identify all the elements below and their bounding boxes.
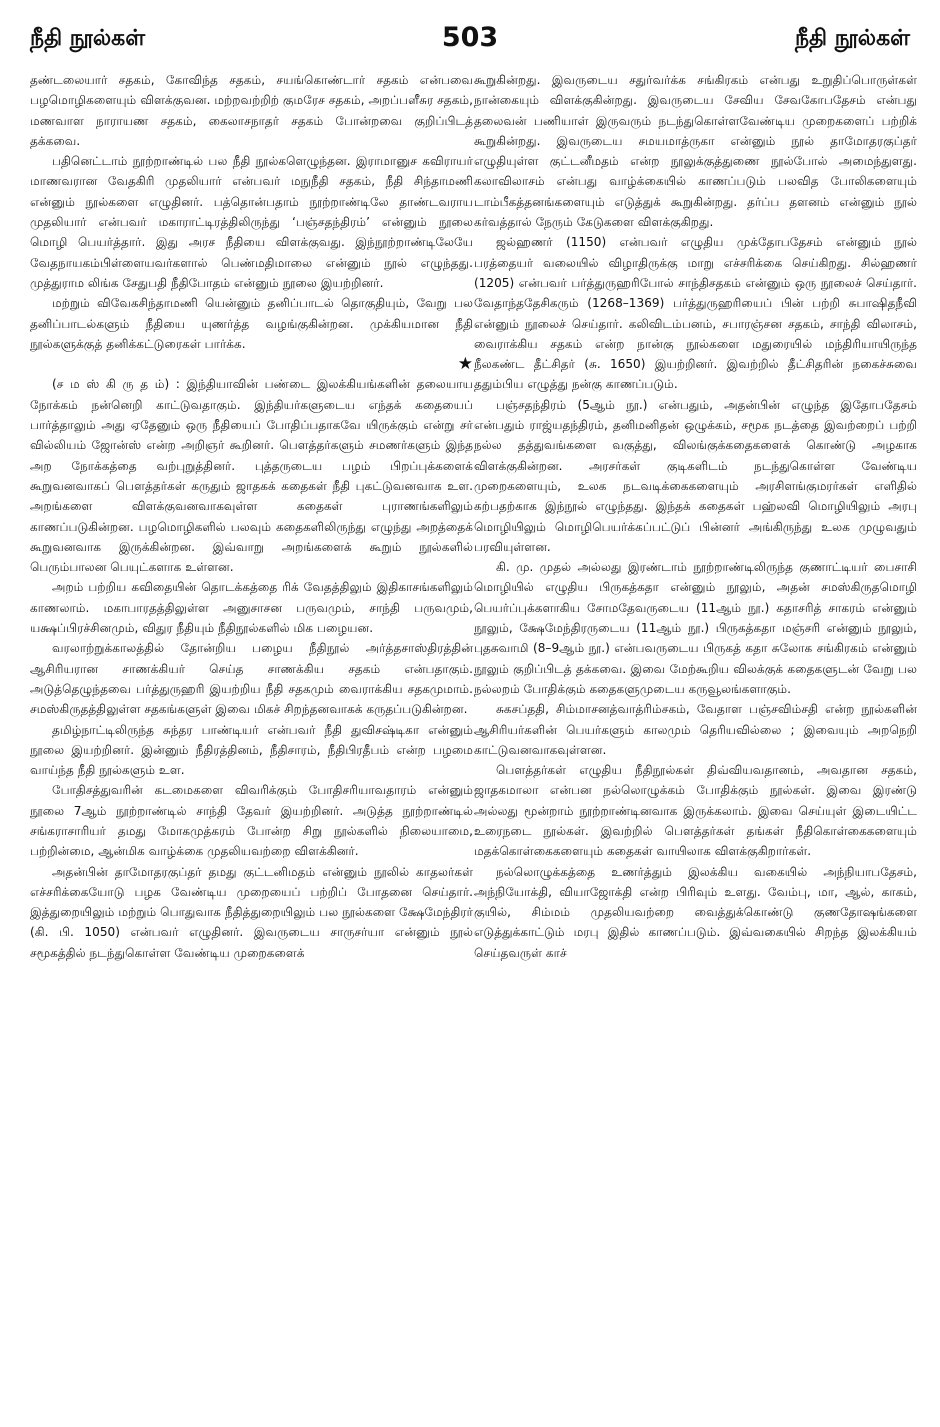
paragraph: நல்லொழுக்கத்தை உணர்த்தும் இலக்கிய வகையில் அந்நியாபதேசம், அந்நியோக்தி, வியாஜோக்தி என்ற பிரிவும் உளது. வேம்பு, மா, ஆல், காகம், குயில், சிம்மம் முதலியவற்றை வைத்துக்கொண்டு குணதோஷங்களை எடுத்துக்காட்டும் மரபு இதில் காணப்படும். இவ்வகையில் சிறந்த இலக்கியம் செய்தவருள் காச்: [474, 864, 917, 960]
right-column: [474, 70, 917, 963]
section-end-marker: [30, 354, 473, 374]
paragraph: தமிழ்நாட்டிலிருந்த சுந்தர பாண்டியர் என்பவர் நீதி துவிசஷ்டிகா என்னும் நூலை இயற்றினர். இன்னும் நீதிரத்தினம், நீதிசாரம், நீதிபிரதீபம் என்ற பழமை வாய்ந்த நீதி நூல்களும் உள.: [30, 722, 473, 778]
paragraph: கி. மு. முதல் அல்லது இரண்டாம் நூற்றாண்டிலிருந்த குணாட்டியர் பைசாசி மொழியில் எழுதிய பிருகத்கதா என்னும் நூலும், அதன் சமஸ்கிருதமொழி பெயர்ப்புக்களாகிய சோமதேவருடைய (11ஆம் நூ.) கதாசரித் சாகரம் என்னும் நூலும், க்ஷேமேந்திரருடைய (11ஆம் நூ.) பிருகத்கதா மஞ்சரி என்னும் நூலும், புதசுவாமி (8–9ஆம் நூ.) என்பவருடைய பிருகத் கதா சுலோக சங்கிரகம் என்னும் நூலும் குறிப்பிடத் தக்கவை. இவை மேற்கூறிய விலக்குக் கதைகளுடன் வேறு பல நல்லறம் போதிக்கும் கதைகளுமுடைய கருவூலங்களாகும்.: [474, 560, 917, 696]
star-icon: ★: [457, 354, 473, 375]
paragraph: கூறுகின்றது. இவருடைய சதுர்வர்க்க சங்கிரகம் என்பது உறுதிப்பொருள்கள் நான்கையும் விளக்குகின்றது. இவருடைய சேவிய சேவகோபதேசம் என்பது தலைவன் பணியாள் இருவரும் நடந்துகொள்ளவேண்டிய முறைகளைப் பற்றிக் கூறுகின்றது. இவருடைய சமயமாத்ருகா என்னும் நூல் தாமோதரகுப்தர் எழுதியுள்ள குட்டனீமதம் என்ற நூலுக்குத்துணை நூல்போல் அமைந்துளது. கலாவிலாசம் என்பது வாழ்க்கையில் காணப்படும் பலவித போலிகளையும் டாம்பீகத்தனங்களையும் எடுத்துக் கூறுகின்றது. தர்ப்ப தளனம் என்னும் நூல் கர்வத்தால் நேரும் கேடுகளை விளக்குகிறது.: [474, 73, 917, 230]
paragraph: தண்டலையார் சதகம், கோவிந்த சதகம், சயங்கொண்டார் சதகம் என்பவை பழமொழிகளையும் விளக்குவன. மற்றவற்றிற் குமரேச சதகம், அறப்பளீசுர சதகம், மணவாள நாராயண சதகம், கைலாசநாதர் சதகம் போன்றவை குறிப்பிடத் தக்கவை.: [30, 73, 473, 148]
running-head-left: நீதி நூல்கள்: [30, 26, 146, 51]
paragraph: (ச ம ஸ் கி ரு த ம்) : இந்தியாவின் பண்டை இலக்கியங்களின் தலையாய நோக்கம் நன்னெறி காட்டுவதாகும். இந்தியர்களுடைய எந்தக் கதையைப் பார்த்தாலும் அது ஏதேனும் ஒரு நீதியைப் போதிப்பதாகவே யிருக்கும் என்று சர் வில்லியம் ஜோன்ஸ் என்ற அறிஞர் கூறினர். பௌத்தர்களும் சமணர்களும் இந்த அற நோக்கத்தை வற்புறுத்தினர். புத்தருடைய பழம் பிறப்புக்களைக் கூறுவனவாகப் பௌத்தர்கள் கருதும் ஜாதகக் கதைகள் நீதி புகட்டுவனவாக உள. அறங்களை விளக்குவனவாகவுள்ள கதைகள் புராணங்களிலும் காணப்படுகின்றன. பழமொழிகளில் பலவும் கதைகளிலிருந்து எழுந்து அறத்தைக் கூறுவனவாக இருக்கின்றன. இவ்வாறு அறங்களைக் கூறும் நூல்களில் பெரும்பாலன பெயுட்களாக உள்ளன.: [30, 377, 473, 575]
paragraph: சுகசப்ததி, சிம்மாசனத்வாத்ரிம்சகம், வேதாள பஞ்சவிம்சதி என்ற நூல்களின் ஆசிரியர்களின் பெயர்களும் காலமும் தெரியவில்லை ; இவையும் அறநெறி காட்டுவனவாகவுள்ளன.: [474, 702, 917, 757]
page-header: [30, 22, 910, 58]
paragraph: மற்றும் விவேகசிந்தாமணி யென்னும் தனிப்பாடல் தொகுதியும், வேறு பல தனிப்பாடல்களும் நீதியை யுணர்த்த வழங்குகின்றன. முக்கியமான நீதி நூல்களுக்குத் தனிக்கட்டுரைகள் பார்க்க.: [30, 296, 473, 351]
page-number: 503: [441, 22, 499, 53]
paragraph: வரலாற்றுக்காலத்தில் தோன்றிய பழைய நீதிநூல் அர்த்தசாஸ்திரத்தின் ஆசிரியரான சாணக்கியர் செய்த சாணக்கிய சதகம் என்பதாகும். அடுத்தெழுந்தவை பர்த்துருஹரி இயற்றிய நீதி சதகமும் வைராக்கிய சதகமுமாம். சமஸ்கிருதத்திலுள்ள சதகங்களுள் இவை மிகச் சிறந்தனவாகக் கருதப்படுகின்றன.: [30, 641, 473, 717]
paragraph: அறம் பற்றிய கவிதையின் தொடக்கத்தை ரிக் வேதத்திலும் இதிகாசங்களிலும் காணலாம். மகாபாரதத்திலுள்ள அனுசாசன பருவமும், சாந்தி பருவமும், யக்ஷப்பிரச்சினமும், விதுர நீதியும் நீதிநூல்களில் மிக பழையன.: [30, 580, 473, 636]
paragraph: போதிசத்துவரின் கடமைகளை விவரிக்கும் போதிசரியாவதாரம் என்னும் நூலை 7ஆம் நூற்றாண்டில் சாந்தி தேவர் இயற்றினர். அடுத்த நூற்றாண்டில் சங்கராசாரியர் தமது மோகமுத்கரம் போன்ற சிறு நூல்களில் நிலையாமை, பற்றின்மை, ஆன்மிக வாழ்க்கை முதலியவற்றை விளக்கினர்.: [30, 783, 473, 859]
paragraph: பௌத்தர்கள் எழுதிய நீதிநூல்கள் திவ்வியவதானம், அவதான சதகம், ஜாதகமாலா என்பன நல்லொழுக்கம் போதிக்கும் நூல்கள். இவை இரண்டு அல்லது மூன்றாம் நூற்றாண்டினவாக இருக்கலாம். இவை செய்யுள் இடையிட்ட உரைநடை நூல்கள். இவற்றில் பௌத்தர்கள் தங்கள் நீதிகொள்கைகளையும் மதக்கொள்கைகளையும் கதைகள் வாயிலாக விளக்குகிறார்கள்.: [474, 763, 917, 859]
paragraph: பஞ்சதந்திரம் (5ஆம் நூ.) என்பதும், அதன்பின் எழுந்த இதோபதேசம் என்பதும் ராஜ்யதந்திரம், தனிமனிதன் ஒழுக்கம், சமூக நடத்தை இவற்றைப் பற்றி நல்ல தத்துவங்களை வகுத்து, விலங்குக்கதைகளைக் கொண்டு அழகாக விளக்குகின்றன. அரசர்கள் குடிகளிடம் நடந்துகொள்ள வேண்டிய முறைகளையும், உலக நடவடிக்கைகளையும் அரசிளங்குமரர்கள் எளிதில் கற்பதற்காக இந்நூல் எழுந்தது. இந்தக் கதைகள் பஹ்லவி மொழியிலும் அரபு மொழியிலும் மொழிபெயர்க்கப்பட்டுப் பின்னர் அங்கிருந்து உலக முழுவதும் பரவியுள்ளன.: [474, 397, 917, 554]
running-head-right: நீதி நூல்கள்: [794, 26, 910, 51]
paragraph: பதினெட்டாம் நூற்றாண்டில் பல நீதி நூல்களெழுந்தன. இராமானுச கவிராயர் மாணவரான வேதகிரி முதலியார் என்பவர் மநுநீதி சதகம், நீதி சிந்தாமணி என்னும் நூல்களை எழுதினர். பத்தொன்பதாம் நூற்றாண்டிலே தாண்டவராய முதலியார் என்பவர் மகாராட்டிரத்திலிருந்து ‘பஞ்சதந்திரம்’ என்னும் நூலை மொழி பெயர்த்தார். இது அரச நீதியை விளக்குவது. இந்நூற்றாண்டிலேயே வேதநாயகம்பிள்ளையவர்களால் பெண்மதிமாலை என்னும் நூல் எழுந்தது. முத்துராம லிங்க சேதுபதி நீதிபோதம் என்னும் நூலை இயற்றினர்.: [30, 154, 473, 290]
left-column: [30, 70, 473, 963]
paragraph: ஜல்ஹணர் (1150) என்பவர் எழுதிய முக்தோபதேசம் என்னும் நூல் பரத்தையர் வலையில் விழாதிருக்கு மாறு எச்சரிக்கை செய்கிறது. சில்ஹணர் (1205) என்பவர் பர்த்துருஹரிபோல் சாந்திசதகம் என்னும் ஒரு நூலைச் செய்தார். வேதாந்ததேசிகரும் (1268–1369) பர்த்துருஹரியைப் பின் பற்றி சுபாஷிதநீவி என்னும் நூலைச் செய்தார். கலிவிடம்பனம், சபாரஞ்சன சதகம், சாந்தி விலாசம், வைராக்கிய சதகம் என்ற நான்கு நூல்களை மதுரையில் மந்திரியாயிருந்த நீலகண்ட தீட்சிதர் (சு. 1650) இயற்றினர். இவற்றில் தீட்சிதரின் நகைச்சுவை ததும்பிய எழுத்து நன்கு காணப்படும்.: [474, 235, 917, 392]
paragraph: அதன்பின் தாமோதரகுப்தர் தமது குட்டனிமதம் என்னும் நூலில் காதலர்கள் எச்சரிக்கையோடு பழக வேண்டிய முறையைப் பற்றிப் போதனை செய்தார். இத்துறையிலும் மற்றும் பொதுவாக நீதித்துறையிலும் பல நூல்களை க்ஷேமேந்திரர் (கி. பி. 1050) என்பவர் எழுதினர். இவருடைய சாருசர்யா என்னும் நூல் சமூகத்தில் நடந்துகொள்ள வேண்டிய முறைகளைக்: [30, 864, 473, 960]
